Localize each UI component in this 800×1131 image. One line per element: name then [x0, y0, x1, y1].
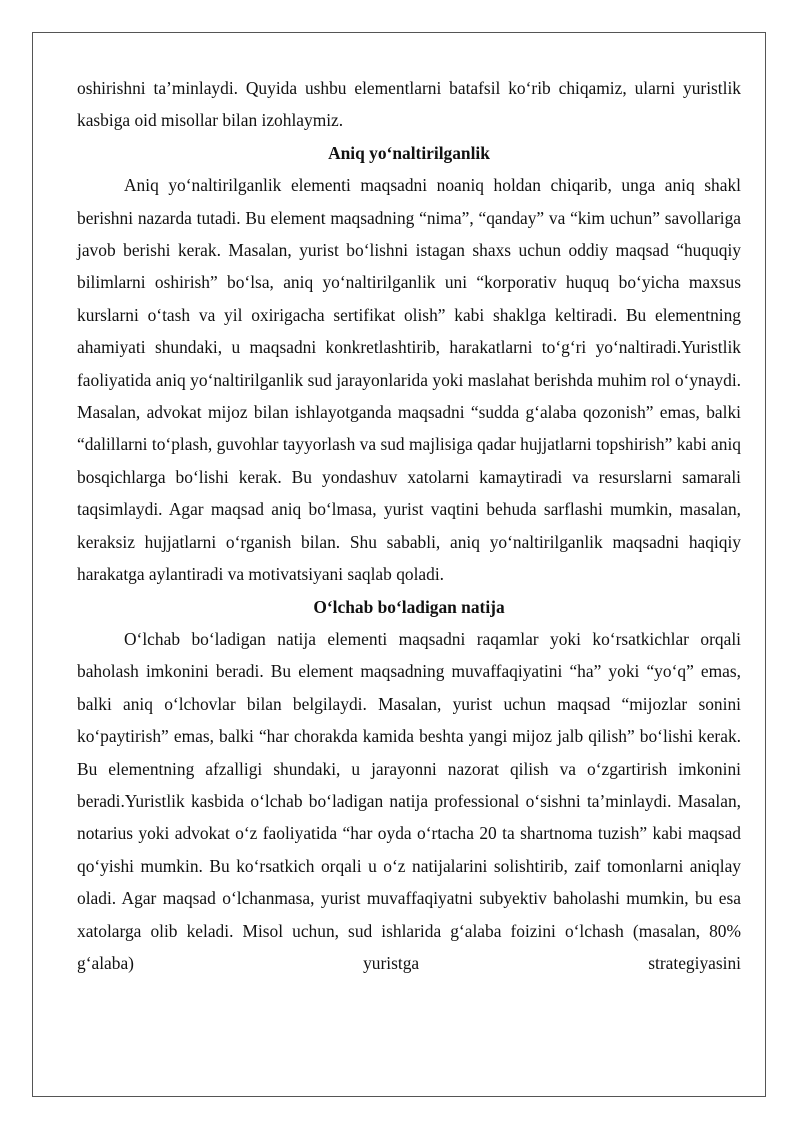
section-paragraph-aniq-yonaltirilganlik: Aniq yo‘naltirilganlik elementi maqsadni noaniq holdan chiqarib, unga aniq shakl berishni nazarda tutadi. Bu element maqsadning “nima”, “qanday” va “kim uchun” savollariga javob berishi kerak. Masalan, yurist bo‘lishni istagan shaxs uchun oddiy maqsad “huquqiy bilimlarni oshirish” bo‘lsa, aniq yo‘naltirilganlik uni “korporativ huquq bo‘yicha maxsus kurslarni o‘tash va yil oxirigacha sertifikat olish” kabi shaklga keltiradi. Bu elementning ahamiyati shundaki, u maqsadni konkretlashtirib, harakatlarni to‘g‘ri yo‘naltiradi.Yuristlik faoliyatida aniq yo‘naltirilganlik sud jarayonlarida yoki maslahat berishda muhim rol o‘ynaydi. Masalan, advokat mijoz bilan ishlayotganda maqsadni “sudda g‘alaba qozonish” emas, balki “dalillarni to‘plash, guvohlar tayyorlash va sud majlisiga qadar hujjatlarni topshirish” kabi aniq bosqichlarga bo‘lishi kerak. Bu yondashuv xatolarni kamaytiradi va resurslarni samarali taqsimlaydi. Agar maqsad aniq bo‘lmasa, yurist vaqtini behuda sarflashi mumkin, masalan, keraksiz hujjatlarni o‘rganish bilan. Shu sababli, aniq yo‘naltirilganlik maqsadni haqiqiy harakatga aylantiradi va motivatsiyani saqlab qoladi. [77, 175, 741, 585]
document-body [77, 72, 741, 979]
section-heading-olchab-boladigan-natija: O‘lchab bo‘ladigan natija [313, 596, 505, 617]
section-paragraph-olchab-boladigan-natija: O‘lchab bo‘ladigan natija elementi maqsadni raqamlar yoki ko‘rsatkichlar orqali baholash imkonini beradi. Bu element maqsadning muvaffaqiyatini “ha” yoki “yo‘q” emas, balki aniq o‘lchovlar bilan belgilaydi. Masalan, yurist uchun maqsad “mijozlar sonini ko‘paytirish” emas, balki “har chorakda kamida beshta yangi mijoz jalb qilish” bo‘lishi kerak. Bu elementning afzalligi shundaki, u jarayonni nazorat qilish va o‘zgartirish imkonini beradi.Yuristlik kasbida o‘lchab bo‘ladigan natija professional o‘sishni ta’minlaydi. Masalan, notarius yoki advokat o‘z faoliyatida “har oyda o‘rtacha 20 ta shartnoma tuzish” kabi maqsad qo‘yishi mumkin. Bu ko‘rsatkich orqali u o‘z natijalarini solishtirib, zaif tomonlarni aniqlay oladi. Agar maqsad o‘lchanmasa, yurist muvaffaqiyatni subyektiv baholashi mumkin, bu esa xatolarga olib keladi. Misol uchun, sud ishlarida g‘alaba foizini o‘lchash (masalan, 80% g‘alaba) yuristga strategiyasini [77, 628, 741, 973]
section-heading-aniq-yonaltirilganlik: Aniq yo‘naltirilganlik [328, 142, 490, 163]
intro-paragraph: oshirishni ta’minlaydi. Quyida ushbu elementlarni batafsil ko‘rib chiqamiz, ularni yuristlik kasbiga oid misollar bilan izohlaymiz. [77, 78, 741, 131]
